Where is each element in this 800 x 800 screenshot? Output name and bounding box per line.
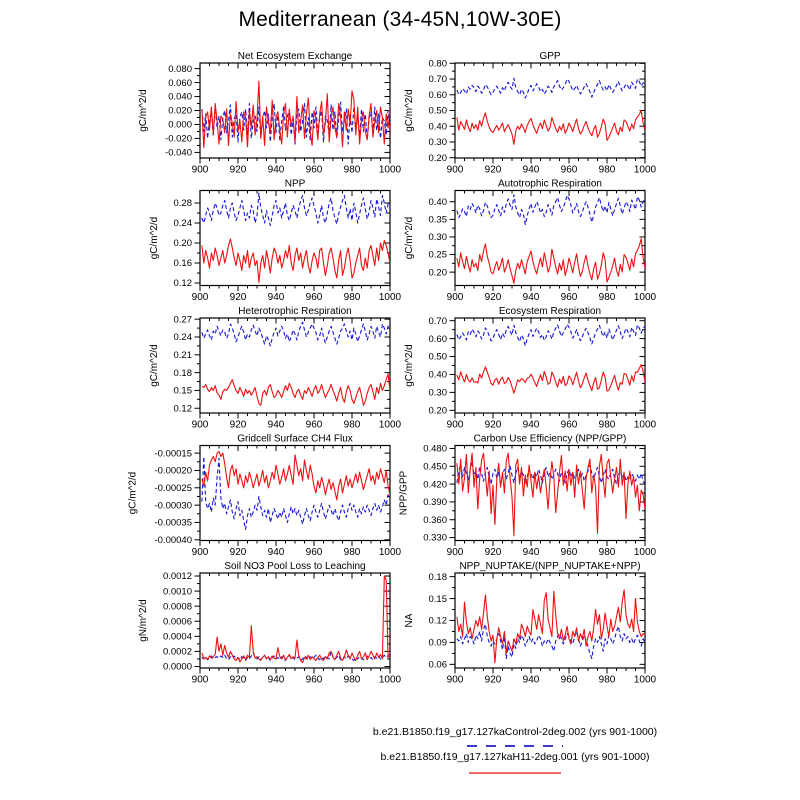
- x-tick-label: 940: [267, 164, 285, 176]
- y-tick-label: 0.06: [428, 659, 447, 671]
- x-tick-label: 940: [522, 164, 540, 176]
- y-tick-label: 0.40: [428, 121, 447, 133]
- y-tick-label: 0.70: [428, 74, 447, 86]
- x-tick-label: 960: [305, 292, 323, 303]
- series-control-line: [202, 193, 390, 226]
- subplot-title: Carbon Use Efficiency (NPP/GPP): [473, 433, 627, 445]
- subplot-npp-nuptake-fraction: [404, 561, 657, 686]
- y-tick-label: 0.21: [173, 350, 192, 362]
- plot-frame: [455, 573, 645, 668]
- y-tick-label: 0.50: [428, 105, 447, 117]
- subplot-npp: [149, 179, 402, 304]
- subplot-title: NPP_NUPTAKE/(NPP_NUPTAKE+NPP): [459, 561, 641, 572]
- y-tick-label: 0.060: [168, 77, 192, 89]
- x-tick-label: 1000: [633, 164, 657, 176]
- y-tick-label: 0.80: [428, 58, 447, 70]
- x-tick-label: 920: [229, 547, 247, 558]
- x-tick-label: 920: [229, 419, 247, 431]
- y-tick-label: 0.24: [173, 332, 192, 344]
- y-tick-label: -0.00040: [154, 535, 192, 547]
- x-tick-label: 940: [522, 419, 540, 431]
- series-h11-line: [202, 576, 390, 663]
- subplot-title: Autotrophic Respiration: [498, 178, 602, 190]
- legend: [345, 726, 685, 778]
- y-axis-label: gC/m^2/d: [403, 344, 415, 387]
- series-h11-line: [457, 453, 645, 536]
- subplot-title: NPP: [284, 178, 306, 190]
- legend-line-control-dashed: [467, 745, 563, 747]
- y-tick-label: 0.12: [173, 278, 192, 290]
- x-tick-label: 960: [560, 547, 578, 558]
- x-tick-label: 1000: [378, 292, 402, 303]
- series-h11-line: [202, 239, 390, 283]
- x-tick-label: 940: [267, 419, 285, 431]
- y-tick-label: 0.09: [428, 637, 447, 649]
- y-tick-label: 0.480: [423, 443, 447, 455]
- x-tick-label: 900: [191, 419, 209, 431]
- y-tick-label: 0.16: [173, 258, 192, 270]
- x-tick-label: 900: [191, 164, 209, 176]
- subplot-title: Ecosystem Respiration: [498, 306, 602, 317]
- y-tick-label: 0.18: [428, 571, 447, 583]
- y-tick-label: 0.30: [428, 232, 447, 244]
- subplot-soil-no3-pool-loss-to-leaching: [138, 561, 401, 686]
- series-h11-line: [457, 239, 645, 284]
- subplot-gpp: [404, 51, 657, 176]
- x-tick-label: 920: [229, 674, 247, 686]
- x-tick-label: 1000: [633, 292, 657, 303]
- subplot-title: GPP: [539, 51, 561, 62]
- x-tick-label: 900: [446, 292, 464, 303]
- x-tick-label: 960: [305, 419, 323, 431]
- y-tick-label: 0.24: [173, 218, 192, 230]
- page-title: Mediterranean (34-45N,10W-30E): [238, 8, 562, 31]
- y-tick-label: 0.60: [428, 89, 447, 101]
- y-tick-label: 0.20: [428, 405, 447, 417]
- x-tick-label: 960: [560, 674, 578, 686]
- x-tick-label: 940: [522, 674, 540, 686]
- series-control-line: [457, 78, 645, 98]
- plot-frame: [455, 318, 645, 413]
- series-h11-line: [457, 365, 645, 394]
- y-axis-label: gC/m^2/d: [138, 89, 150, 132]
- x-tick-label: 960: [560, 164, 578, 176]
- x-tick-label: 940: [522, 292, 540, 303]
- y-tick-label: 0.420: [423, 479, 447, 491]
- x-tick-label: 980: [343, 674, 361, 686]
- series-control-line: [202, 322, 390, 346]
- subplot-ecosystem-respiration: [404, 306, 657, 431]
- x-tick-label: 980: [598, 547, 616, 558]
- x-tick-label: 1000: [378, 164, 402, 176]
- y-axis-label: gN/m^2/d: [138, 599, 150, 642]
- series-control-line: [457, 624, 645, 658]
- x-tick-label: 1000: [378, 674, 402, 686]
- x-tick-label: 900: [446, 547, 464, 558]
- y-tick-label: 0.390: [423, 497, 447, 509]
- x-tick-label: 900: [191, 674, 209, 686]
- y-axis-label: NPP/GPP: [398, 470, 410, 516]
- y-tick-label: 0.27: [173, 314, 192, 326]
- x-tick-label: 920: [229, 164, 247, 176]
- subplot-title: Net Ecosystem Exchange: [237, 51, 353, 62]
- y-tick-label: 0.0008: [162, 601, 192, 613]
- x-tick-label: 1000: [378, 547, 402, 558]
- x-tick-label: 980: [343, 419, 361, 431]
- x-tick-label: 960: [305, 674, 323, 686]
- x-tick-label: 1000: [633, 674, 657, 686]
- y-tick-label: 0.15: [173, 385, 192, 397]
- y-tick-label: -0.00030: [154, 500, 192, 512]
- y-tick-label: 0.40: [428, 196, 447, 208]
- plot-frame: [200, 318, 390, 413]
- y-tick-label: 0.0004: [162, 631, 192, 643]
- plot-frame: [455, 63, 645, 158]
- x-tick-label: 1000: [633, 547, 657, 558]
- x-tick-label: 980: [343, 164, 361, 176]
- y-axis-label: gC/m^2/d: [127, 471, 139, 515]
- x-tick-label: 900: [191, 292, 209, 303]
- y-tick-label: -0.00025: [154, 482, 192, 494]
- subplot-title: Soil NO3 Pool Loss to Leaching: [224, 561, 366, 572]
- x-tick-label: 980: [598, 164, 616, 176]
- subplot-net-ecosystem-exchange: [138, 51, 401, 176]
- x-tick-label: 960: [305, 164, 323, 176]
- x-tick-label: 900: [446, 674, 464, 686]
- x-tick-label: 960: [560, 419, 578, 431]
- y-tick-label: 0.60: [428, 333, 447, 345]
- y-tick-label: 0.0010: [162, 586, 192, 598]
- series-h11-line: [202, 451, 390, 500]
- x-tick-label: 900: [446, 164, 464, 176]
- y-tick-label: 0.040: [168, 91, 192, 103]
- y-tick-label: 0.50: [428, 351, 447, 363]
- subplot-gridcell-surface-ch4-flux: [128, 434, 402, 559]
- y-axis-label: gC/m^2/d: [148, 344, 160, 387]
- x-tick-label: 960: [305, 547, 323, 558]
- x-tick-label: 920: [484, 292, 502, 303]
- y-axis-label: gC/m^2/d: [403, 89, 415, 132]
- x-tick-label: 920: [484, 164, 502, 176]
- y-tick-label: 0.40: [428, 369, 447, 381]
- subplot-heterotrophic-respiration: [149, 306, 402, 431]
- x-tick-label: 1000: [633, 419, 657, 431]
- y-tick-label: 0.20: [173, 238, 192, 250]
- legend-label-control: b.e21.B1850.f19_g17.127kaControl-2deg.002 (yrs 901-1000): [372, 726, 658, 738]
- x-tick-label: 940: [267, 674, 285, 686]
- x-tick-label: 940: [267, 292, 285, 303]
- x-tick-label: 920: [484, 547, 502, 558]
- y-tick-label: 0.450: [423, 461, 447, 473]
- legend-label-h11: b.e21.B1850.f19_g17.127kaH11-2deg.001 (yrs 901-1000): [380, 751, 650, 763]
- y-tick-label: 0.0002: [162, 646, 192, 658]
- x-tick-label: 980: [343, 292, 361, 303]
- plot-frame: [455, 446, 645, 541]
- y-tick-label: 0.30: [428, 387, 447, 399]
- x-tick-label: 900: [446, 419, 464, 431]
- x-tick-label: 980: [598, 674, 616, 686]
- y-tick-label: -0.00035: [154, 517, 192, 529]
- y-tick-label: 0.12: [428, 615, 447, 627]
- y-axis-label: NA: [403, 613, 415, 628]
- y-tick-label: 0.30: [428, 137, 447, 149]
- x-tick-label: 920: [229, 292, 247, 303]
- y-axis-label: gC/m^2/d: [148, 216, 160, 260]
- y-tick-label: 0.360: [423, 514, 447, 526]
- subplot-title: Gridcell Surface CH4 Flux: [237, 433, 353, 445]
- y-tick-label: -0.040: [165, 147, 192, 159]
- y-axis-label: gC/m^2/d: [403, 216, 415, 260]
- x-tick-label: 1000: [378, 419, 402, 431]
- y-tick-label: 0.0000: [162, 661, 192, 673]
- x-tick-label: 900: [191, 547, 209, 558]
- y-tick-label: 0.15: [428, 593, 447, 605]
- subplot-title: Heterotrophic Respiration: [238, 306, 352, 317]
- y-tick-label: 0.0012: [162, 571, 192, 583]
- y-tick-label: 0.000: [168, 119, 192, 131]
- y-tick-label: 0.0006: [162, 616, 192, 628]
- y-tick-label: 0.18: [173, 367, 192, 379]
- x-tick-label: 980: [598, 292, 616, 303]
- x-tick-label: 920: [484, 674, 502, 686]
- y-tick-label: 0.080: [168, 63, 192, 75]
- series-control-line: [457, 324, 645, 346]
- legend-line-h11-solid: [469, 772, 561, 774]
- y-tick-label: 0.12: [173, 403, 192, 415]
- series-h11-line: [202, 374, 390, 405]
- y-tick-label: 0.330: [423, 532, 447, 544]
- y-tick-label: -0.00020: [154, 465, 192, 477]
- series-h11-line: [457, 111, 645, 145]
- y-tick-label: 0.20: [428, 152, 447, 164]
- x-tick-label: 980: [598, 419, 616, 431]
- y-tick-label: 0.20: [428, 267, 447, 279]
- y-tick-label: 0.70: [428, 315, 447, 327]
- series-control-line: [202, 457, 390, 530]
- y-tick-label: 0.28: [173, 198, 192, 210]
- x-tick-label: 940: [267, 547, 285, 558]
- y-tick-label: 0.35: [428, 214, 447, 226]
- y-tick-label: 0.25: [428, 249, 447, 261]
- y-tick-label: -0.020: [165, 133, 192, 145]
- x-tick-label: 960: [560, 292, 578, 303]
- x-tick-label: 980: [343, 547, 361, 558]
- y-tick-label: -0.00015: [154, 448, 192, 460]
- x-tick-label: 920: [484, 419, 502, 431]
- x-tick-label: 940: [522, 547, 540, 558]
- series-control-line: [457, 195, 645, 225]
- subplot-carbon-use-efficiency: [399, 434, 657, 559]
- y-tick-label: 0.020: [168, 105, 192, 117]
- subplot-autotrophic-respiration: [404, 179, 657, 304]
